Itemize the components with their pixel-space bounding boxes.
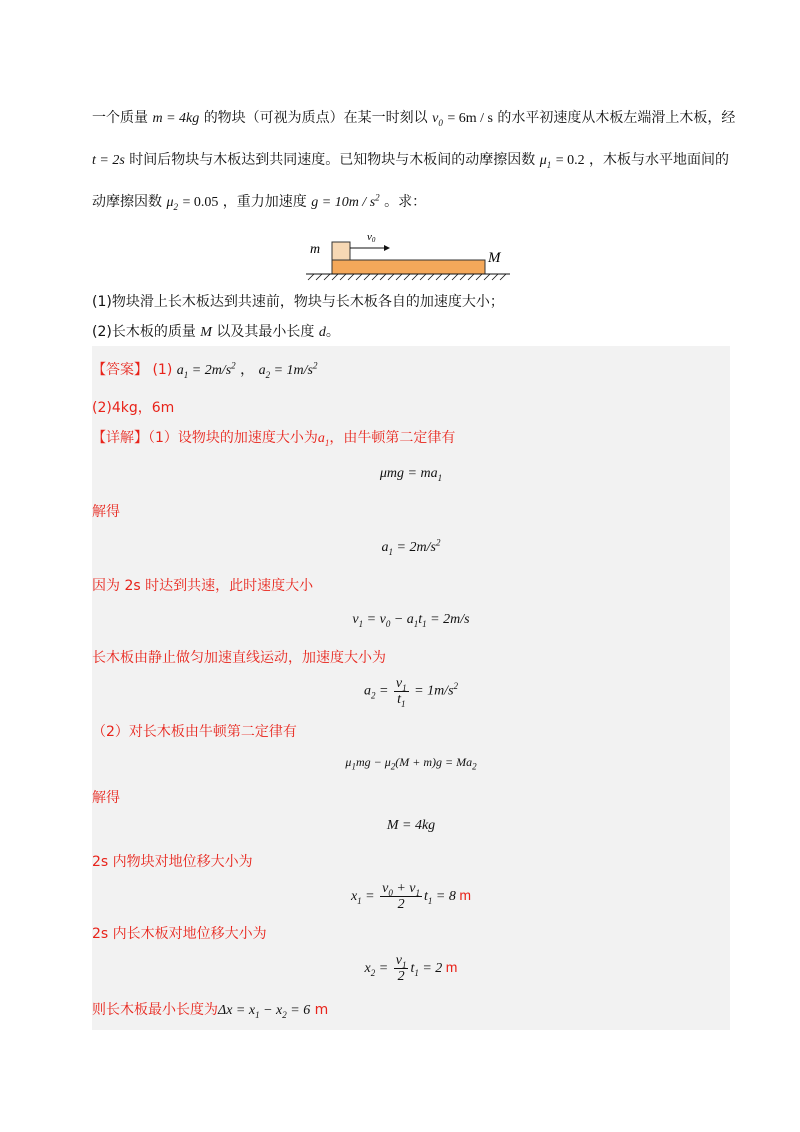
answer-line-2: (2)4kg，6m bbox=[92, 400, 175, 416]
board-accel-text: 长木板由静止做匀加速直线运动，加速度大小为 bbox=[92, 650, 386, 666]
a1-symbol: $a_1$ bbox=[317, 431, 330, 448]
text-segment: 则长木板最小长度为 bbox=[92, 1002, 218, 1018]
wooden-board bbox=[332, 260, 485, 274]
because-text: 因为 2s 时达到共速，此时速度大小 bbox=[92, 578, 314, 594]
problem-line-2 bbox=[92, 150, 729, 171]
unit-m: m bbox=[314, 1002, 329, 1018]
text-segment: ，由牛顿第二定律有 bbox=[329, 430, 456, 446]
board-mass-label: M bbox=[488, 250, 501, 266]
answer-part-1-prefix: (1) bbox=[152, 362, 173, 378]
answer-a2: $a_2 = 1m/s^2$ bbox=[258, 360, 318, 380]
solve-text-2: 解得 bbox=[92, 790, 120, 806]
block bbox=[332, 242, 350, 260]
mu2-equation: = 0.05 bbox=[182, 195, 219, 210]
block-mass-label: m bbox=[310, 242, 321, 257]
text-segment: 一个质量 bbox=[92, 110, 148, 126]
text-segment: ，重力加速度 bbox=[222, 194, 307, 210]
text-segment: 时间后物块与木板达到共同速度。已知物块与木板间的动摩擦因数 bbox=[129, 152, 536, 168]
block-on-board-figure bbox=[300, 228, 520, 284]
problem-line-1 bbox=[92, 108, 735, 129]
text-segment: （1）设物块的加速度大小为 bbox=[148, 430, 318, 446]
min-length-line bbox=[92, 1000, 328, 1021]
equation-newton-board: $\mu_1mg - \mu_2(M + m)g = Ma_2$ bbox=[345, 755, 477, 772]
equation-x1: $x_1$ = $\frac{v_0 + v_1}{2}$ $t_1 = 8$ m bbox=[350, 881, 472, 913]
time-equation: t = 2s bbox=[92, 153, 125, 168]
answer-line-1: 【答案】 (1) $a_1 = 2m/s^2$ ， $a_2 = 1m/s^2$ bbox=[92, 360, 318, 380]
equation-a2: $a_2$ = $\frac{v_1}{t_1}$ = $1m/s^2$ bbox=[363, 676, 459, 709]
equation-a1: $a_1 = 2m/s^2$ bbox=[381, 537, 441, 557]
text-segment: 。 bbox=[325, 324, 340, 340]
equation-x2: $x_2$ = $\frac{v_1}{2}$ $t_1 = 2$ m bbox=[364, 953, 458, 985]
velocity-label: v0 bbox=[367, 231, 376, 244]
answer-a1: $a_1 = 2m/s^2$ bbox=[176, 360, 236, 380]
board-mass-symbol: M bbox=[200, 325, 212, 340]
mass-equation: m = 4kg bbox=[152, 111, 200, 126]
answer-tag: 【答案】 bbox=[92, 362, 148, 378]
velocity-arrowhead bbox=[384, 245, 390, 251]
question-1: (1)物块滑上长木板达到共速前，物块与长木板各自的加速度大小； bbox=[92, 294, 504, 310]
ground-hatching bbox=[308, 274, 506, 280]
v0-equation: = 6m / s bbox=[447, 111, 493, 126]
equation-newton-block: $\mu mg = ma_1$ bbox=[379, 466, 443, 483]
equation-mass: M = 4kg bbox=[386, 818, 436, 833]
mu1-symbol: $\mu_1$ bbox=[539, 153, 552, 170]
text-segment: ，木板与水平地面间的 bbox=[589, 152, 730, 168]
question-2 bbox=[92, 322, 340, 343]
board-displacement-text: 2s 内长木板对地位移大小为 bbox=[92, 926, 267, 942]
text-segment: 。求： bbox=[384, 194, 427, 210]
text-segment: 动摩擦因数 bbox=[92, 194, 162, 210]
gravity-equation: $g = 10m / s^2$ bbox=[311, 192, 380, 210]
equation-v1: $v_1 = v_0 - a_1t_1 = 2m/s$ bbox=[352, 612, 470, 629]
mu1-equation: = 0.2 bbox=[555, 153, 585, 168]
v0-symbol: $v_0$ bbox=[432, 111, 443, 128]
part-2-text: （2）对长木板由牛顿第二定律有 bbox=[92, 724, 297, 740]
block-displacement-text: 2s 内物块对地位移大小为 bbox=[92, 854, 253, 870]
mu2-symbol: $\mu_2$ bbox=[166, 195, 178, 212]
detail-tag: 【详解】 bbox=[92, 430, 148, 446]
solve-text-1: 解得 bbox=[92, 504, 120, 520]
detail-intro bbox=[92, 428, 455, 449]
text-segment: 以及其最小长度 bbox=[216, 324, 315, 340]
problem-line-3 bbox=[92, 192, 426, 213]
text-segment: 的水平初速度从木板左端滑上木板，经 bbox=[497, 110, 736, 126]
text-segment: (2)长木板的质量 bbox=[92, 324, 196, 340]
min-length-equation: $\Delta x = x_1 - x_2 = 6$ bbox=[218, 1003, 311, 1020]
length-symbol: d bbox=[318, 325, 326, 340]
text-segment: 的物块（可视为质点）在某一时刻以 bbox=[203, 110, 428, 126]
